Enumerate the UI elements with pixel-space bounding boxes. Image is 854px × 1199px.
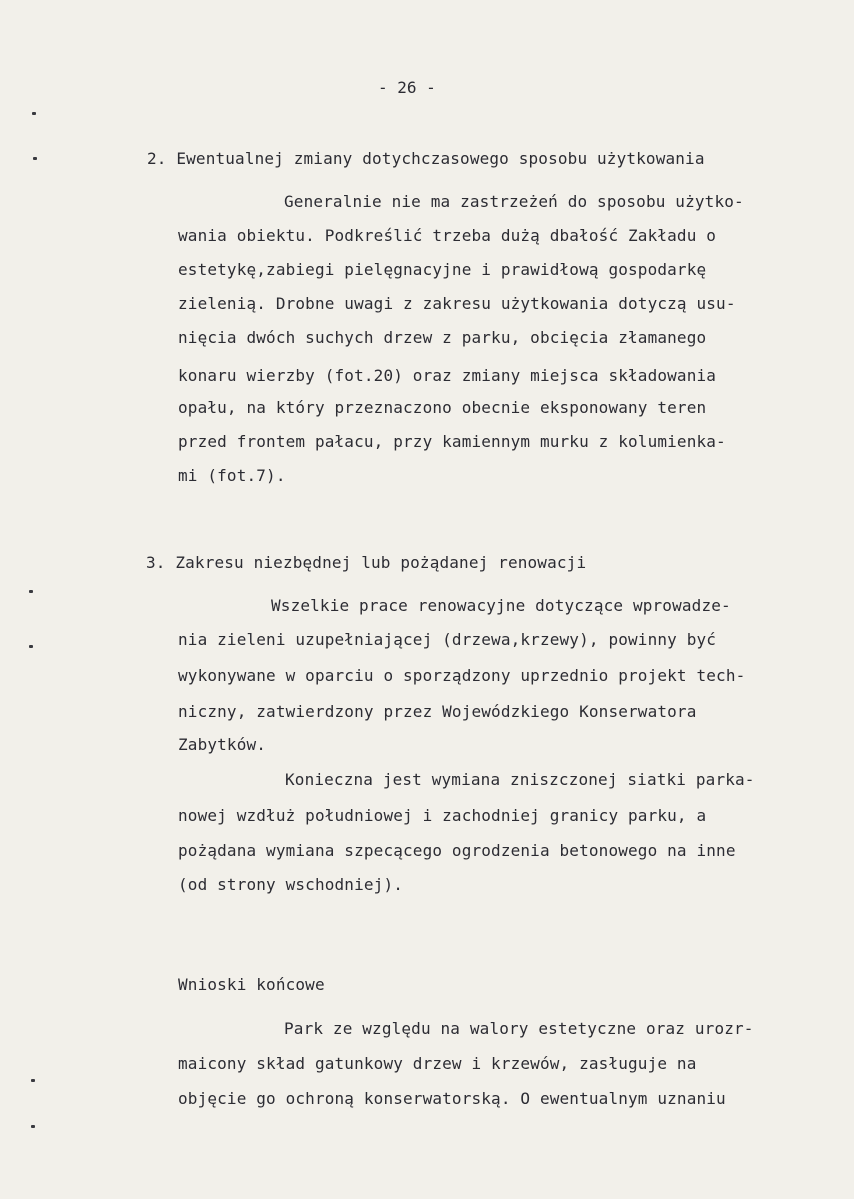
section-3-heading: 3. Zakresu niezbędnej lub pożądanej renowacji — [146, 553, 587, 572]
section-2-line: estetykę,zabiegi pielęgnacyjne i prawidłową gospodarkę — [178, 260, 707, 279]
section-3-line: Konieczna jest wymiana zniszczonej siatki parka- — [285, 770, 755, 789]
section-2-heading: 2. Ewentualnej zmiany dotychczasowego sposobu użytkowania — [147, 149, 705, 168]
margin-speck — [29, 590, 33, 593]
conclusions-line: objęcie go ochroną konserwatorską. O ewentualnym uznaniu — [178, 1089, 726, 1108]
section-2-line: konaru wierzby (fot.20) oraz zmiany miejsca składowania — [178, 366, 717, 385]
section-3-line: niczny, zatwierdzony przez Wojewódzkiego Konserwatora — [178, 702, 697, 721]
section-3-line: nowej wzdłuż południowej i zachodniej granicy parku, a — [178, 806, 707, 825]
section-2-line: Generalnie nie ma zastrzeżeń do sposobu użytko- — [284, 192, 744, 211]
conclusions-line: Park ze względu na walory estetyczne oraz urozr- — [284, 1019, 754, 1038]
section-2-line: mi (fot.7). — [178, 466, 286, 485]
conclusions-line: maicony skład gatunkowy drzew i krzewów, zasługuje na — [178, 1054, 697, 1073]
margin-speck — [33, 157, 37, 160]
section-2-line: zielenią. Drobne uwagi z zakresu użytkowania dotyczą usu- — [178, 294, 736, 313]
section-2-line: wania obiektu. Podkreślić trzeba dużą dbałość Zakładu o — [178, 226, 717, 245]
margin-speck — [31, 1125, 35, 1128]
section-2-line: opału, na który przeznaczono obecnie eksponowany teren — [178, 398, 707, 417]
section-2-line: nięcia dwóch suchych drzew z parku, obcięcia złamanego — [178, 328, 707, 347]
margin-speck — [32, 112, 36, 115]
conclusions-heading: Wnioski końcowe — [178, 975, 325, 994]
section-3-line: Wszelkie prace renowacyjne dotyczące wprowadze- — [271, 596, 731, 615]
margin-speck — [31, 1079, 35, 1082]
section-2-line: przed frontem pałacu, przy kamiennym murku z kolumienka- — [178, 432, 726, 451]
section-3-line: Zabytków. — [178, 735, 267, 754]
page-number: - 26 - — [378, 78, 436, 97]
section-3-line: (od strony wschodniej). — [178, 875, 404, 894]
section-3-line: wykonywane w oparciu o sporządzony uprzednio projekt tech- — [178, 666, 746, 685]
section-3-line: pożądana wymiana szpecącego ogrodzenia betonowego na inne — [178, 841, 736, 860]
section-3-line: nia zieleni uzupełniającej (drzewa,krzewy), powinny być — [178, 630, 717, 649]
margin-speck — [29, 645, 33, 648]
